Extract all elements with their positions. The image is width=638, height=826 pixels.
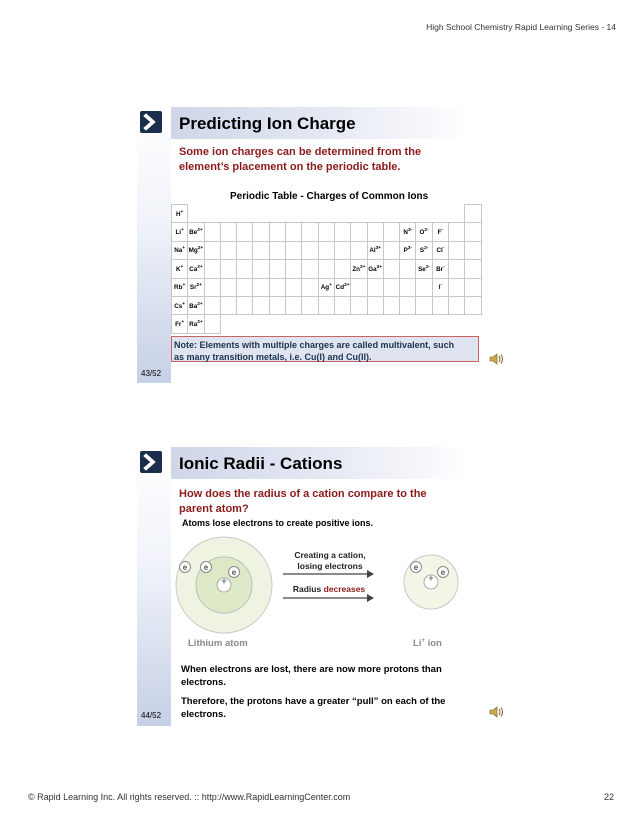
table-cell	[367, 223, 383, 241]
slide-predicting-ion-charge	[137, 107, 509, 383]
table-cell	[286, 260, 302, 278]
table-cell	[334, 260, 350, 278]
table-cell	[269, 241, 285, 259]
table-cell	[220, 315, 236, 333]
slide-sidebar	[137, 107, 171, 383]
table-cell	[253, 205, 269, 223]
table-cell	[253, 278, 269, 296]
ion-br: Br-	[432, 260, 448, 278]
table-cell	[449, 205, 465, 223]
table-cell	[302, 260, 318, 278]
table-cell	[383, 296, 399, 314]
table-cell	[269, 315, 285, 333]
table-cell	[286, 223, 302, 241]
table-cell	[220, 241, 236, 259]
table-cell	[220, 205, 236, 223]
table-cell	[286, 278, 302, 296]
table-cell	[302, 315, 318, 333]
ion-se: $Se^{2-}$	[416, 260, 432, 278]
explanation-1-line2: electrons.	[181, 677, 226, 688]
ion-mg: $Mg^{2+}$	[188, 241, 204, 259]
slide-ionic-radii-cations	[137, 447, 509, 726]
multivalent-note	[171, 336, 479, 362]
copyright-footer: © Rapid Learning Inc. All rights reserved. :: http://www.RapidLearningCenter.com	[28, 792, 351, 802]
table-cell	[334, 296, 350, 314]
table-cell	[416, 315, 432, 333]
nucleus: +	[221, 576, 227, 586]
table-cell	[383, 278, 399, 296]
table-cell	[449, 296, 465, 314]
table-cell	[334, 315, 350, 333]
ion-i: I-	[432, 278, 448, 296]
nucleus: +	[428, 573, 434, 583]
explanation-1-line1: When electrons are lost, there are now more protons than	[181, 664, 442, 675]
table-cell	[302, 296, 318, 314]
table-cell	[400, 278, 416, 296]
table-cell	[318, 315, 334, 333]
table-cell	[383, 241, 399, 259]
table-cell	[220, 296, 236, 314]
table-cell	[237, 278, 253, 296]
table-cell	[318, 205, 334, 223]
table-cell	[204, 205, 220, 223]
arrow-icon	[140, 111, 162, 133]
table-cell	[449, 223, 465, 241]
table-cell	[302, 278, 318, 296]
ion-s: $S^{2-}$	[416, 241, 432, 259]
table-cell	[253, 241, 269, 259]
page-number: 22	[603, 792, 614, 802]
arrow-icon	[140, 451, 162, 473]
table-cell	[237, 260, 253, 278]
ion-f: F-	[432, 223, 448, 241]
table-cell	[367, 296, 383, 314]
table-cell	[318, 223, 334, 241]
ion-ra: $Ra^{2+}$	[188, 315, 204, 333]
table-cell	[432, 205, 448, 223]
explanation-2-line1: Therefore, the protons have a greater “pull” on each of the	[181, 696, 446, 707]
ion-zn: $Zn^{2+}$	[351, 260, 367, 278]
table-cell	[220, 260, 236, 278]
explanation-2-line2: electrons.	[181, 709, 226, 720]
table-cell	[318, 296, 334, 314]
table-cell	[237, 296, 253, 314]
lithium-ion-diagram	[403, 554, 459, 610]
ion-p: $P^{3-}$	[400, 241, 416, 259]
ion-sr: $Sr^{2+}$	[188, 278, 204, 296]
table-cell	[334, 223, 350, 241]
table-cell	[286, 205, 302, 223]
table-cell	[465, 223, 481, 241]
lithium-atom-diagram	[174, 535, 274, 635]
ion-ba: $Ba^{2+}$	[188, 296, 204, 314]
ion-cd: $Cd^{2+}$	[334, 278, 350, 296]
table-cell	[220, 278, 236, 296]
table-cell	[400, 260, 416, 278]
ion-k: K+	[172, 260, 188, 278]
table-cell	[449, 315, 465, 333]
table-cell	[383, 205, 399, 223]
table-cell	[253, 260, 269, 278]
note-line2: as many transition metals, i.e. Cu(I) and Cu(II).	[174, 352, 372, 362]
table-cell	[237, 223, 253, 241]
series-header: High School Chemistry Rapid Learning Series - 14	[426, 22, 616, 32]
table-cell	[269, 296, 285, 314]
slide-subtitle-line1: Some ion charges can be determined from the	[179, 146, 422, 158]
slide-sidebar	[137, 447, 171, 726]
table-cell	[367, 278, 383, 296]
table-cell	[269, 260, 285, 278]
table-cell	[351, 205, 367, 223]
process-arrow	[283, 569, 375, 579]
process-text-line2: losing electrons	[297, 561, 363, 571]
table-cell	[351, 296, 367, 314]
ion-n: $N^{3-}$	[400, 223, 416, 241]
electron: e	[410, 561, 422, 573]
table-cell	[253, 296, 269, 314]
radius-arrow	[283, 593, 375, 603]
table-cell	[302, 223, 318, 241]
table-cell	[302, 205, 318, 223]
table-cell	[400, 205, 416, 223]
table-cell	[237, 205, 253, 223]
periodic-table	[171, 204, 482, 334]
table-cell	[351, 278, 367, 296]
slide-page-number: 43/52	[141, 369, 162, 378]
table-cell	[416, 296, 432, 314]
slide-subtitle-line2: element’s placement on the periodic table.	[179, 161, 401, 173]
table-cell	[383, 223, 399, 241]
electron: e	[200, 561, 212, 573]
table-cell	[465, 260, 481, 278]
table-cell	[204, 315, 220, 333]
table-cell	[318, 241, 334, 259]
table-cell	[449, 260, 465, 278]
table-cell	[351, 223, 367, 241]
slide-page-number: 44/52	[141, 711, 162, 720]
table-cell	[237, 315, 253, 333]
ion-cl: Cl-	[432, 241, 448, 259]
radius-label: Radius	[292, 584, 322, 594]
table-cell	[286, 296, 302, 314]
table-cell	[465, 296, 481, 314]
table-cell	[302, 241, 318, 259]
table-cell	[269, 205, 285, 223]
slide-subtitle-line1: How does the radius of a cation compare to the	[179, 488, 427, 500]
ion-na: Na+	[172, 241, 188, 259]
ion-cs: Cs+	[172, 296, 188, 314]
electron: e	[179, 561, 191, 573]
table-cell	[318, 260, 334, 278]
table-cell	[416, 205, 432, 223]
slide-subtitle-line2: parent atom?	[179, 503, 249, 515]
table-cell	[253, 223, 269, 241]
speaker-icon[interactable]	[489, 352, 505, 371]
table-cell	[334, 241, 350, 259]
table-cell	[204, 241, 220, 259]
table-cell	[269, 278, 285, 296]
table-cell	[237, 241, 253, 259]
table-cell	[220, 223, 236, 241]
ion-ca: $Ca^{2+}$	[188, 260, 204, 278]
table-cell	[253, 315, 269, 333]
table-cell	[432, 296, 448, 314]
process-text-line1: Creating a cation,	[294, 550, 366, 560]
table-cell	[204, 296, 220, 314]
table-cell	[351, 241, 367, 259]
table-cell	[465, 241, 481, 259]
speaker-icon[interactable]	[489, 705, 505, 724]
table-cell	[204, 223, 220, 241]
radius-decreases: decreases	[323, 584, 366, 594]
electron: e	[228, 566, 240, 578]
note-line1: Note: Elements with multiple charges are called multivalent, such	[174, 340, 455, 350]
table-cell	[286, 315, 302, 333]
table-cell	[383, 260, 399, 278]
ion-h: H+	[172, 205, 188, 223]
lithium-ion-label	[413, 638, 442, 649]
ion-ga: $Ga^{3+}$	[367, 260, 383, 278]
table-cell	[204, 278, 220, 296]
intro-text: Atoms lose electrons to create positive ions.	[182, 518, 374, 528]
ion-fr: Fr+	[172, 315, 188, 333]
lithium-atom-label: Lithium atom	[188, 638, 248, 649]
periodic-table-title: Periodic Table - Charges of Common Ions	[230, 191, 429, 202]
table-cell	[449, 278, 465, 296]
table-cell	[383, 315, 399, 333]
table-cell	[449, 241, 465, 259]
slide-title: Predicting Ion Charge	[179, 114, 356, 133]
table-cell	[367, 315, 383, 333]
table-cell	[465, 278, 481, 296]
table-cell	[400, 296, 416, 314]
slide-title: Ionic Radii - Cations	[179, 454, 343, 473]
ion-suffix: ion	[424, 638, 442, 649]
ion-symbol: Li	[413, 638, 422, 649]
table-cell	[286, 241, 302, 259]
ion-al: $Al^{3+}$	[367, 241, 383, 259]
table-cell	[334, 205, 350, 223]
table-cell	[351, 315, 367, 333]
table-cell	[269, 223, 285, 241]
electron: e	[437, 566, 449, 578]
table-cell	[204, 260, 220, 278]
ion-li: Li+	[172, 223, 188, 241]
table-cell	[416, 278, 432, 296]
ion-rb: Rb+	[172, 278, 188, 296]
table-cell	[432, 315, 448, 333]
table-cell	[400, 315, 416, 333]
table-cell	[367, 205, 383, 223]
ion-charge: +	[421, 638, 425, 644]
ion-be: $Be^{2+}$	[188, 223, 204, 241]
table-cell	[465, 315, 481, 333]
table-cell	[465, 205, 481, 223]
table-cell	[188, 205, 204, 223]
ion-o: $O^{2-}$	[416, 223, 432, 241]
ion-ag: Ag+	[318, 278, 334, 296]
